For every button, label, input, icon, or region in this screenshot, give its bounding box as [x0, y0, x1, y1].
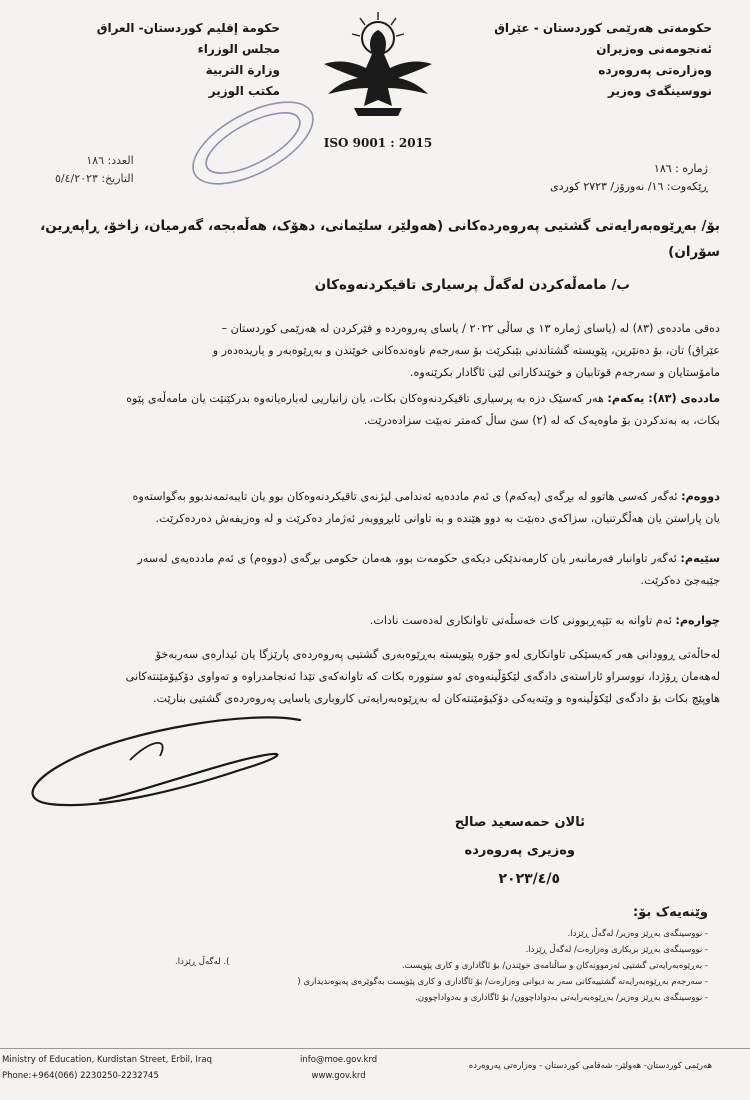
header-arabic-line: مجلس الوزراء: [197, 42, 280, 56]
article-lead: ماددەی (٨٣): یەکەم:: [607, 392, 720, 405]
cc-item: - بەڕێوەبەرایەتی گشتیی ئەزموونەکان و ساڵنامەی خوێندن/ بۆ ئاگاداری و کاری پێویست.: [401, 961, 708, 971]
body-text: ئەگەر تاوانبار فەرمانبەر یان کارمەندێکی دیکەی حکومەت بوو، هەمان حکومی بڕگەی (دووەم) ی ئەم ماددەیەی لەسەر: [137, 552, 681, 565]
addressee-line: سۆران): [668, 244, 720, 260]
header-kurdish-line: نووسینگەی وەزیر: [608, 84, 712, 98]
addressee-line: بۆ/ بەڕێوەبەرایەتی گشتیی پەروەردەکانی (هەولێر، سلێمانی، دهۆک، هەڵەبجە، گەرمیان، زاخۆ، ڕاپەڕین،: [40, 218, 720, 234]
clause-lead: دووەم:: [681, 490, 720, 503]
header-kurdish-line: ئەنجومەنی وەزیران: [596, 42, 712, 56]
footer-contacts: [300, 1052, 377, 1084]
fourth-clause: [32, 610, 720, 632]
body-line: مامۆستایان و سەرجەم قوتابیان و خوێندکارانی لێی ئاگادار بکرێنەوە.: [409, 366, 720, 379]
signature-date: ٢٠٢٣/٤/٥: [498, 871, 560, 887]
body-line: یان پاراستن یان هەڵگرتنیان، سزاکەی دەبێت بە دوو هێندە و بە تاوانی ئابڕووبەر ئەژمار دەکرێت و لە وەزیفەش دەردەکرێت.: [155, 512, 720, 525]
body-line: [32, 610, 720, 632]
header-arabic-line: مكتب الوزير: [208, 84, 280, 98]
cc-item-continuation: ). لەگەڵ ڕێزدا.: [175, 957, 230, 967]
body-line: [32, 486, 720, 508]
body-line: دەقی ماددەی (٨٣) لە (یاسای ژمارە ١٣ ی ساڵی ٢٠٢٢ / یاسای پەروەردە و فێرکردن لە هەرێمی کوردستان –: [221, 322, 720, 335]
reference-kurdish: [550, 160, 708, 196]
header-kurdish-line: وەزارەتی پەروەردە: [598, 63, 712, 77]
body-line: لەهەمان ڕۆژدا، نووسراو ئاراستەی دادگەی لێکۆڵینەوەی ئەو سنوورە بکات کە تاوانەکەی تێدا ئەنجامدراوە و تەواوی دۆکیۆمێنتەکانی: [125, 670, 720, 683]
body-line: لەحاڵەتی ڕوودانی هەر کەیسێکی تاوانکاری لەو جۆرە پێویستە بەڕێوەبەری گشتیی پەروەردەی پارێزگا یان ئیدارەی سەربەخۆ: [155, 648, 720, 661]
body-line: جێبەجێ دەکرێت.: [640, 574, 720, 587]
third-clause: [32, 548, 720, 592]
reference-arabic: [55, 152, 134, 188]
body-line: هاوپێچ بکات بۆ دادگەی لێکۆڵینەوە و وێنەیەکی دۆکیۆمێنتەکان لە بەڕێوەبەرایەتی کاروباری یاسایی پەروەردەی گشتیی بنارێت.: [152, 692, 720, 705]
footer-address: Ministry of Education, Kurdistan Street, Erbil, Iraq: [2, 1055, 212, 1065]
footer-address-kurdish: هەرێمی کوردستان- هەولێر- شەقامی کوردستان - وەزارەتی پەروەردە: [468, 1061, 712, 1071]
cc-item: - نووسینگەی بەڕێز وەزیر/ بەڕێوەبەرایەتی بەدواداچوون/ بۆ ئاگاداری و بەدواداچوون.: [415, 993, 708, 1003]
body-line: [32, 388, 720, 410]
handwritten-signature: [10, 700, 310, 820]
header-arabic-line: وزارة التربية: [205, 63, 280, 77]
header-arabic-line: حكومة إقليم كوردستان- العراق: [96, 21, 280, 35]
footer-address-english: [2, 1052, 212, 1084]
intro-paragraph: [32, 318, 720, 384]
kurdistan-eagle-emblem: [318, 8, 438, 126]
body-text: هەر کەسێک دزە بە پرسیاری تاقیکردنەوەکان بکات، یان زانیاریی لەبارەیانەوە بدرکێنێت یان مامەڵەی پێوە: [126, 392, 608, 405]
cc-item: - نووسینگەی بەڕێز بریکاری وەزارەت/ لەگەڵ ڕێزدا.: [525, 945, 708, 955]
body-text: ئەگەر کەسی هاتوو لە بڕگەی (یەکەم) ی ئەم ماددەیە ئەندامی لیژنەی تاقیکردنەوەکان بوو یان تایبەتمەندبوو بەگواستەوە: [132, 490, 682, 503]
footer-website: www.gov.krd: [311, 1071, 366, 1081]
footer-email: info@moe.gov.krd: [300, 1055, 378, 1065]
cc-title: وێنەیەک بۆ:: [633, 905, 708, 920]
ministry-stamp: [178, 98, 328, 188]
cc-item: - سەرجەم بەڕێوەبەرایەتە گشتییەکانی سەر بە دیوانی وەزارەت/ بۆ ئاگاداری و کاری پێویست بەگوێرەی پەیوەندیداری (: [297, 977, 708, 987]
signatory-title: وەزیری پەروەردە: [464, 843, 575, 858]
header-kurdish: [462, 18, 712, 102]
header-kurdish-line: حکومەتی هەرێمی کوردستان - عێراق: [494, 21, 712, 35]
subject-line: ب/ مامەڵەکردن لەگەڵ پرسیاری تاقیکردنەوەکان: [314, 277, 630, 293]
cc-item: - نووسینگەی بەڕێز وەزیر/ لەگەڵ ڕێزدا.: [567, 929, 708, 939]
body-text: ئەم تاوانە بە تێپەڕبوونی کات خەسڵەتی تاوانکاری لەدەست نادات.: [369, 614, 676, 627]
reference-date-arabic: التاريخ: ٥/٤/٢٠٢٣: [55, 172, 134, 185]
iso-certification: ISO 9001 : 2015: [323, 136, 433, 150]
footer-divider: [0, 1048, 750, 1049]
body-line: بکات، بە بەندکردن بۆ ماوەیەک کە لە (٢) سێ ساڵ کەمتر نەبێت سزادەدرێت.: [363, 414, 720, 427]
signatory-name: ئالان حمەسعید صالح: [454, 815, 585, 830]
second-clause: [32, 486, 720, 530]
header-arabic: [70, 18, 280, 102]
reference-date: ڕێکەوت: ١٦/ نەورۆز/ ٢٧٢٣ کوردی: [550, 180, 708, 193]
footer-phone: Phone:+964(066) 2230250-2232745: [2, 1071, 159, 1081]
reference-number: ژمارە : ١٨٦: [653, 162, 708, 175]
clause-lead: چوارەم:: [675, 614, 720, 627]
body-line: عێراق) تان، بۆ دەنێرین، پێویستە گشتاندنی بێبکرێت بۆ سەرجەم ناوەندەکانی خوێندن و بەڕێوەبەر و یاریدەدەر و: [212, 344, 720, 357]
addressee: [40, 213, 720, 265]
cc-list: [297, 926, 708, 1006]
article-paragraph: [32, 388, 720, 432]
body-line: [32, 548, 720, 570]
reference-number-arabic: العدد: ١٨٦: [86, 154, 134, 167]
clause-lead: سێیەم:: [680, 552, 720, 565]
